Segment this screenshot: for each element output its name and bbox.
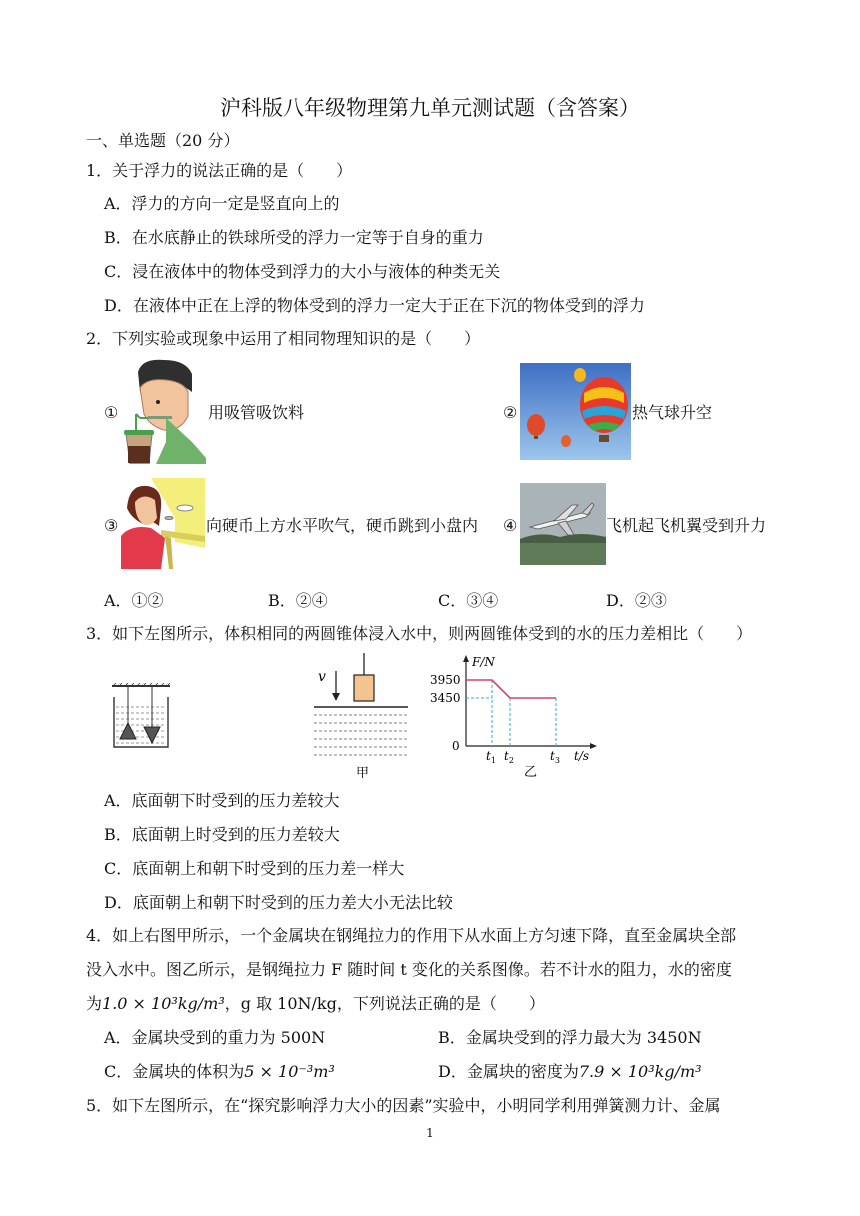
q2-option-c: C．③④ [438,591,499,610]
q2-item3-number: ③ [104,516,119,535]
q3-stem: 3．如下左图所示，体积相同的两圆锥体浸入水中，则两圆锥体受到的水的压力差相比（ ） [86,624,753,643]
y-axis-label: F/N [472,655,495,669]
q5-line-1: 5．如下左图所示，在“探究影响浮力大小的因素”实验中，小明同学利用弹簧测力计、金属 [86,1096,721,1115]
q4-option-b: B．金属块受到的浮力最大为 3450N [438,1028,702,1047]
q1-stem: 1．关于浮力的说法正确的是（ ） [86,161,353,180]
hot-air-balloon-photo [520,363,631,460]
water-density: 1.0 × 10³kg/m³ [102,994,225,1013]
q4-line-3 [86,993,545,1015]
q3-option-d: D．底面朝上和朝下时受到的压力差大小无法比较 [104,893,453,912]
origin-label: 0 [452,739,460,753]
q2-item4-number: ④ [503,516,518,535]
section-heading: 一、单选题（20 分） [86,131,240,150]
q1-option-a: A．浮力的方向一定是竖直向上的 [104,194,340,213]
two-cones-in-water-diagram [108,683,174,751]
q1-option-c: C．浸在液体中的物体受到浮力的大小与液体的种类无关 [104,262,501,281]
q2-item2-text: 热气球升空 [632,403,713,422]
q2-item1-text: 用吸管吸饮料 [208,403,305,422]
q2-item3-text: 向硬币上方水平吹气，硬币跳到小盘内 [206,516,479,535]
t3-label: $t_3$ [550,749,560,765]
q2-option-d: D．②③ [606,591,667,610]
force-curve [466,680,556,698]
figure-jia-caption: 甲 [356,766,370,781]
q2-option-a: A．①② [104,591,164,610]
y-tick-3950: 3950 [430,673,461,687]
q4-line-1: 4．如上右图甲所示，一个金属块在钢绳拉力的作用下从水面上方匀速下降，直至金属块全部 [86,926,737,945]
q2-item4-text: 飞机起飞机翼受到升力 [606,516,767,535]
q2-item1-number: ① [104,403,119,422]
q2-item2-number: ② [503,403,518,422]
q1-option-d: D．在液体中正在上浮的物体受到的浮力一定大于正在下沉的物体受到的浮力 [104,296,645,315]
q4-line-2: 没入水中。图乙所示，是钢绳拉力 F 随时间 t 变化的关系图像。若不计水的阻力，水的密度 [86,960,732,979]
y-tick-3450: 3450 [430,691,461,705]
airplane-takeoff-photo [520,483,606,565]
q4-option-d-prefix: D．金属块的密度为 [438,1062,579,1081]
q4-option-c-prefix: C．金属块的体积为 [104,1062,245,1081]
figure-jia-diagram [310,653,410,781]
q4-line-3-suffix: ，g 取 10N/kg，下列说法正确的是（ ） [224,994,545,1013]
q4-option-c-value: 5 × 10⁻³m³ [244,1062,335,1081]
q3-option-b: B．底面朝上时受到的压力差较大 [104,825,340,844]
q1-option-b: B．在水底静止的铁球所受的浮力一定等于自身的重力 [104,228,484,247]
straw-drinking-illustration [122,358,206,464]
q4-option-c [104,1061,335,1083]
q3-option-a: A．底面朝下时受到的压力差较大 [104,791,340,810]
q4-option-d-value: 7.9 × 10³kg/m³ [578,1062,702,1081]
q4-line-3-prefix: 为 [86,994,103,1013]
figure-yi-force-time-graph [424,654,600,780]
t2-label: $t_2$ [504,749,514,765]
q4-option-a: A．金属块受到的重力为 500N [104,1028,326,1047]
q4-option-d [438,1061,702,1083]
blowing-coin-illustration [121,478,205,569]
q2-option-b: B．②④ [268,591,328,610]
q2-stem: 2．下列实验或现象中运用了相同物理知识的是（ ） [86,329,481,348]
figure-yi-caption: 乙 [524,765,538,780]
velocity-label: v [318,669,326,685]
q3-option-c: C．底面朝上和朝下时受到的压力差一样大 [104,859,405,878]
t1-label: $t_1$ [486,749,496,765]
page-number: 1 [426,1126,434,1140]
x-axis-label: t/s [574,749,590,763]
page-title: 沪科版八年级物理第九单元测试题（含答案） [220,96,640,120]
